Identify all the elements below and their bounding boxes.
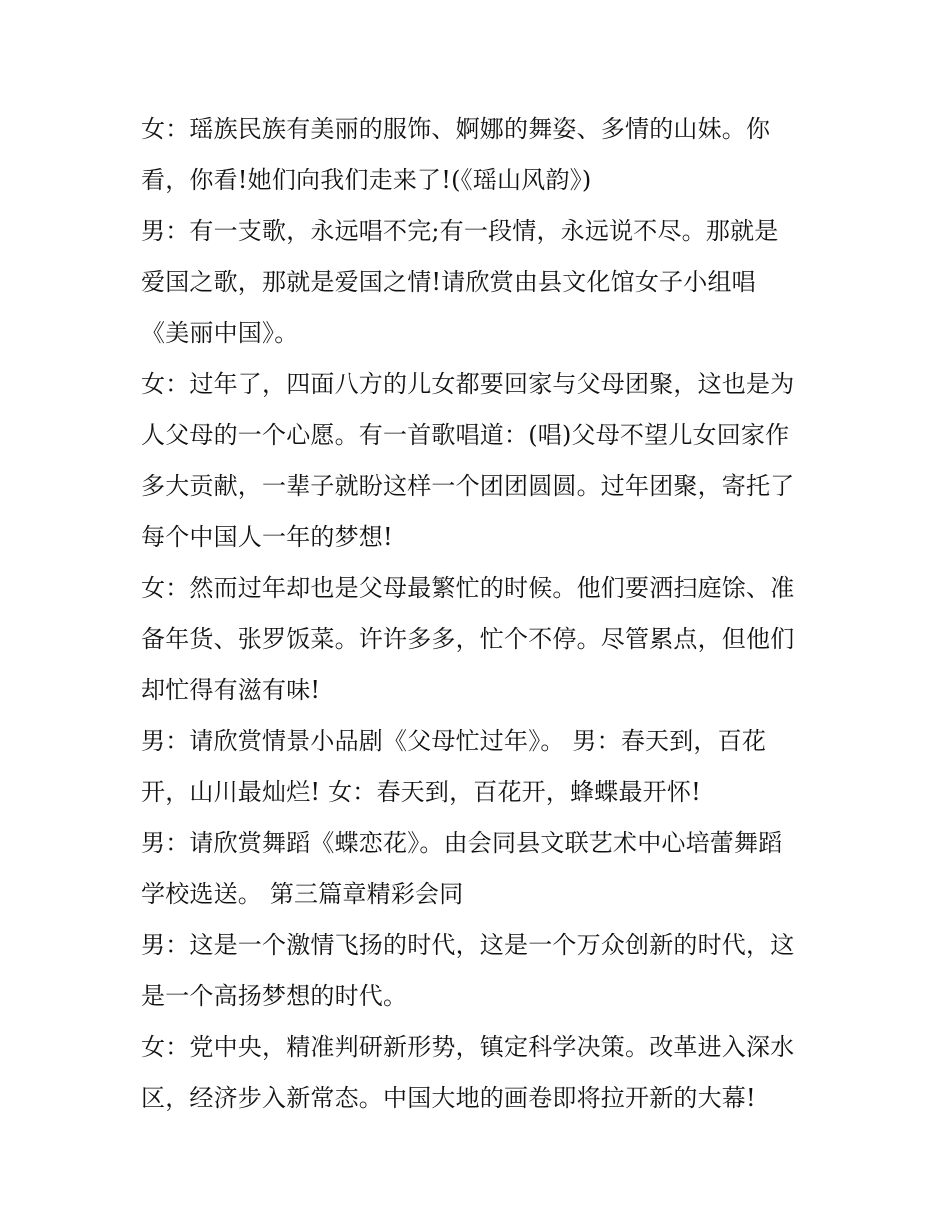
- text-line: 爱国之歌，那就是爱国之情!请欣赏由县文化馆女子小组唱: [141, 268, 756, 296]
- text-line: 开，山川最灿烂! 女：春天到，百花开，蜂蝶最开怀!: [141, 778, 701, 806]
- text-line: 却忙得有滋有味!: [141, 676, 321, 704]
- text-line: 区，经济步入新常态。中国大地的画卷即将拉开新的大幕!: [141, 1084, 756, 1112]
- text-line: 备年货、张罗饭菜。许许多多，忙个不停。尽管累点，但他们: [141, 625, 795, 653]
- text-line: 女：党中央，精准判研新形势，镇定科学决策。改革进入深水: [141, 1033, 795, 1061]
- text-line: 多大贡献，一辈子就盼这样一个团团圆圆。过年团聚，寄托了: [141, 472, 795, 500]
- text-line: 女：然而过年却也是父母最繁忙的时候。他们要洒扫庭馀、准: [141, 574, 795, 602]
- text-line: 男：有一支歌，永远唱不完;有一段情，永远说不尽。那就是: [141, 217, 779, 245]
- text-line: 学校选送。 第三篇章精彩会同: [141, 880, 464, 908]
- text-line: 是一个高扬梦想的时代。: [141, 982, 408, 1010]
- text-line: 看，你看!她们向我们走来了!(《瑶山风韵》): [141, 166, 592, 194]
- text-line: 女：过年了，四面八方的儿女都要回家与父母团聚，这也是为: [141, 370, 795, 398]
- text-line: 男：请欣赏舞蹈《蝶恋花》。由会同县文联艺术中心培蕾舞蹈: [141, 829, 783, 857]
- document-body: [141, 104, 821, 1124]
- text-line: 男：这是一个激情飞扬的时代，这是一个万众创新的时代，这: [141, 931, 795, 959]
- text-line: 《美丽中国》。: [141, 319, 299, 347]
- text-line: 女：瑶族民族有美丽的服饰、婀娜的舞姿、多情的山妹。你: [141, 115, 771, 143]
- text-line: 人父母的一个心愿。有一首歌唱道：(唱)父母不望儿女回家作: [141, 421, 790, 449]
- text-line: 每个中国人一年的梦想!: [141, 523, 393, 551]
- text-line: 男：请欣赏情景小品剧《父母忙过年》。 男：春天到，百花: [141, 727, 767, 755]
